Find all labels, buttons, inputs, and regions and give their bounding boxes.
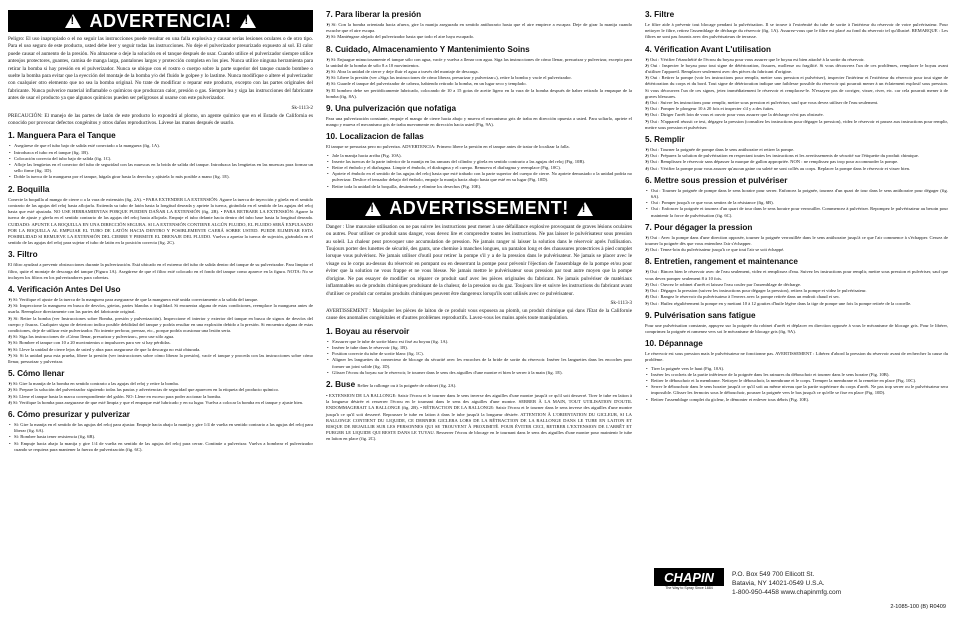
- warning-banner-title: ADVERTENCIA!: [89, 10, 232, 31]
- section-title: 1. Manguera Para el Tanque: [8, 131, 116, 141]
- list-item: • Retirer l'assemblage complet du gicleur, le démonter et enlever tous débris (Fig. 10E).: [645, 397, 948, 403]
- list-item: • 5) Sí: Bombee el tanque con 10 a 20 movimientos o impulsores para ver si hay pérdidas.: [8, 340, 313, 346]
- section-list: [645, 147, 948, 172]
- list-item: • 1) Oui : Avec la pompe dans d'une direction opposée, tourner la poignée verrouillée dans le sens antihoraire jusqu'à ce que l'air commence à s'échapper. Cessez de tourner la poignée dès que vous entendrez l'air s'échapper.: [645, 235, 948, 247]
- list-item: • 6) Sí: Lleve la unidad de cierre lejos de usted y abra para asegurarse de que la descarga no está obturada.: [8, 347, 313, 353]
- section-title: 5. Remplir: [645, 135, 685, 145]
- section-lead: Relier la rallonge ou à la poignée de robinet (fig. 2A).: [357, 382, 457, 388]
- list-item: • 3) Oui : Retirer la pompe (voir les instructions pour remplir, mettre sous pression et pulvériser), inspecter l'intérieur et l'extérieur du réservoir pour tout signe de détérioration du corps et du bord. Tout signe de détérioration indique une faiblesse possible du réservoir qui pourrait mener à un éclatement explosif sous pression. Si vous découvrez l'un de ces signes, jetez immédiatement le réservoir et remplacez-le. N'essayez pas de corriger, visser, river, etc. car cela pourrait mener à de graves blessures.: [645, 75, 948, 100]
- list-item: • 4) Oui : Suivre les instructions pour remplir, mettre sous pression et pulvériser, sauf que vous devez utiliser de l'eau seulement.: [645, 100, 948, 106]
- section-list: [8, 381, 313, 406]
- section-list: [645, 188, 948, 219]
- section-title: 8. Entretien, rangement et maintenance: [645, 257, 798, 267]
- list-item: • Asegúrese de que el tubo bajo de salida esté conectado a la manguera (fig. 1A).: [8, 143, 313, 149]
- list-item: • Glisser l'écrou du boyau sur le réservoir, le tourner dans le sens des aiguilles d'une montre et bien le serrer à la main (fig. 1E).: [326, 370, 632, 376]
- section-title: 10. Localizacion de fallas: [326, 132, 424, 142]
- list-item: • Insérer les crochets de la partie inférieure de la poignée dans les rainures du débouchoir et tourner dans le sens horaire (Fig. 10B).: [645, 372, 948, 378]
- list-item: • Retire toda la unidad de la boquilla, desármela y elimine los desechos (Fig. 10E).: [326, 184, 632, 190]
- list-item: • Retirer le débouchoir et la membrane. Nettoyer le débouchoir, la membrane et le corps. Tremper la membrane et la remettre en place (Fig. 10C).: [645, 378, 948, 384]
- list-item: • 5) Oui : Pomper le plongeur 10 à 20 fois et inspecter s'il y a des fuites.: [645, 106, 948, 112]
- section-text: • EXTENSION DE LA RALLONGE: Saisir l'écrou et le tourner dans le sens inverse des aiguilles d'une montre jusqu'à ce qu'il soit desserré. Tirer le tube en laiton à la longueur désirée et resserrer l'écrou en le tournant dans le sens des aiguilles d'une montre. SERRER À LA MAIN, TOUT UTILISATION D'OUTIL ENDOMMAGERAIT LA RALLONGE (fig. 2B). • RÉTRACTION DE LA RALLONGE: Saisir l'écrou et le tourner dans le sens inverse des aiguilles d'une montre jusqu'à ce qu'il soit desserré. Repousser le tube en laiton à dans le tube jusqu'à la longueur désirée. ATTENTION À L'ORIENTATION DU GICLEUR, SI LA RALLONGE CONTIENT DU LIQUIDE, CE DERNIER GICLERA LORS DE LA RÉTRACTION DE LA RALLONGE DANS LE TUBE EN LAITON ET RISQUE DE REJAILLIR SUR LES PERSONNES QUI SE TROUVENT À PROXIMITÉ. POUR ÉVITER CECI, RETIRER L'EXTENSION DE L'ARRÊT ET PURGER LE LIQUIDE QUI RESTE DANS LE TUYAU. Resserrer l'écrou de blocage en le tournant dans le sens des aiguilles d'une montre pour maintenir le tube en laiton en place (fig. 2C).: [326, 392, 632, 442]
- warning-banner-fr: [326, 198, 632, 220]
- list-item: • 2) Oui : Préparez la solution de pulvérisation en respectant toutes les instructions et les avertissements de sécurité sur l'étiquette du produit chimique.: [645, 153, 948, 159]
- list-item: • 2) Sí: Prepare la solución del pulverizador siguiendo todas las pautas y advertencias de seguridad que aparecen en la etiqueta del producto químico.: [8, 387, 313, 393]
- list-item: • 3) Sí: Llene el tanque hasta la marca correspondiente del galón. NO: Llene en exceso para poder accionar la bomba.: [8, 394, 313, 400]
- list-item: • Oui : Pomper jusqu'à ce que vous sentiez de la résistance (fig. 6B).: [645, 200, 948, 206]
- section-title: 9. Una pulverización que nofatiga: [326, 104, 457, 114]
- list-item: • Afloje las lengüetas en el conector del tubo de seguridad con las muescas en la brida de salida del tanque. Introduzca las lengüetas en las muescas para formar un sello firme (fig. 1D).: [8, 162, 313, 174]
- list-item: • Oui : Enfoncer la poignée et tournez d'un quart de tour dans le sens horaire pour verrouiller. Commencez à pulvériser. Repompez le pulvérisateur au besoin pour maintenir la force de pulvérisation (fig. 6C).: [645, 206, 948, 218]
- section-title: 2. Buse Relier la rallonge ou à la poignée de robinet (fig. 2A).: [326, 379, 457, 389]
- section-list: [645, 57, 948, 131]
- list-item: • Retire el émbolo y el diafragma. Limpie el émbolo, el diafragma y el cuerpo. Remueva el diafragma y reemplace (Fig. 10C).: [326, 165, 632, 171]
- list-item: • 1) Oui : Vérifier l'étanchéité de l'écrou du boyau pour vous assurer que le boyau est bien attaché à la sortie du réservoir.: [645, 57, 948, 63]
- list-item: • 4) Sí: Verifique la bomba para asegurarse de que esté limpia y que el empaque esté lubricado y en su lugar. Vuelva a colocar la bomba en el tanque y ajuste bien.: [8, 400, 313, 406]
- list-item: • 2) Sí: Abra la unidad de cierre y deje fluir el agua a través del montaje de descarga.: [326, 69, 632, 75]
- section-list: [8, 143, 313, 180]
- list-item: • 3) Sí: Retire la bomba (ver Instrucciones sobre Bomba, presión y pulverización). Inspeccione el interior y exterior del tanque en busca de signos de desvíos del cuerpo y fisuras. Cualquier signo de deterioro indica posible debilidad del tanque y podría resultar en una explosión debido a la presión. Si encuentra alguna de estas condiciones, deje de utilizar este pulverizador. No intente perforar, prensar, etc., porque podría ocasionar una lesión seria.: [8, 316, 313, 335]
- address-line: Batavia, NY 14021-0549 U.S.A.: [732, 580, 825, 587]
- warning-triangle-icon: [240, 14, 256, 28]
- list-item: • Introduzca el tubo en el tanque (fig. 1B).: [8, 150, 313, 156]
- list-item: • Sí: Gire la manija en el sentido de las agujas del reloj para ajustar. Empuje hacia abajo la manija y gire 1/4 de vuelta en sentido contrario a las agujas del reloj para liberar (fig. 6A).: [8, 422, 313, 434]
- section-title: 9. Pulvérisation sans fatigue: [645, 310, 756, 320]
- section-list: [326, 153, 632, 190]
- warning-paragraph: Peligro: El uso inapropiado o el no seguir las instrucciones puede resultar en una falla explosiva y causar serias lesiones oculares o de otro tipo. Para el uso seguro de este producto, usted debe leer y seguir todas las instrucciones. No deje el pulverizador presurizado expuesto al sol. El calor puede causar el aumento de la presión. No almacene o deje la solución en el tanque después de usar. Cuando utilice el pulverizador siempre utilice anteojos protectores, guantes, camisa de manga larga, pantalones largos y protección completa en los pies. Nunca utilice ninguna herramienta para retirar la bomba si hay presión en el pulverizador. Nunca se ubique con el rostro o cuerpo sobre la parte superior del tanque cuando bombee o suelte la bomba para evitar que la eyección del montaje de la bomba y/o del fluido le golpee y lo lastime. Nunca modifique o altere el pulverizador con cualquier otro elemento que no sea la bomba original. No trate de modificar o reparar este producto, excepto con las partes originales del fabricante. Nunca pulverice material inflamable o químicos que produzcan calor, presión o gas. Siempre lea y siga las instrucciones del fabricante antes de usar el producto ya que algunos químicos pueden ser peligrosos al usarse con este pulverizador.: [8, 36, 313, 102]
- section-title: 3. Filtro: [8, 250, 38, 260]
- sketch-reference: Sk-1113-2: [291, 104, 313, 111]
- list-item: • 7) Sí: Si la unidad pasa esta prueba, libere la presión (ver instrucciones sobre cómo liberar la presión), vacíe el tanque y proceda con las instrucciones sobre cómo llenar, presurizar y pulverizar.: [8, 353, 313, 365]
- list-item: • 2) Oui : Inspecter le boyau pour tout signe de détérioration, fissures, mollesse ou fragilité. Si vous découvrez l'un de ces problèmes, remplacer le boyau avant d'utiliser l'appareil. Remplacer seulement avec des pièces du fabricant d'origine.: [645, 63, 948, 75]
- address-line: P.O. Box 549 700 Ellicott St.: [732, 571, 815, 578]
- section-text: Le réservoir est sous pression mais le pulvérisateur ne fonctionne pas. AVERTISSEMENT : Libérez d'abord la pression du réservoir avant de rechercher la cause du problème.: [645, 351, 948, 363]
- list-item: • 7) Oui : N'appareil réussit ce test, dégagez la pression (consultez les instructions pour dégager la pression), videz le réservoir et passez aux instructions pour remplir, mettre sous pression et pulvériser.: [645, 119, 948, 131]
- list-item: • 4) Sí: Guarde el tanque del pulverizador de cabeza, habiendo retirado la bomba, en un lugar seco y templado.: [326, 81, 632, 87]
- section-list: [326, 339, 632, 376]
- list-item: • Oui : Tourner la poignée de pompe dans le sens horaire pour serrer. Enfoncez la poignée, tournez d'un quart de tour dans le sens antihoraire pour dégager (fig. 6A).: [645, 188, 948, 200]
- list-item: • 1) Sí: Enjuague minuciosamente el tanque sólo con agua, vacíe y vuelva a llenar con agua. Siga las instrucciones de cómo llenar, presurizar y pulverizar, excepto para la unidad de la bomba de sólo 8 a 10 movimientos.: [326, 57, 632, 69]
- section-text: El filtro ayudará a prevenir obstrucciones durante la pulverización. Está ubicado en el extremo del tubo de salida dentro del tanque de su pulverizador. Para limpiar el filtro, quite el montaje de descarga del tanque (Figura 1A). Asegúrese de que el filtro esté colocado en el fondo del tanque como aparece en la figura. NOTA: No se incluyen los filtros en los pulverizadores para cobertas.: [8, 262, 313, 280]
- section-title: 2. Boquilla: [8, 184, 50, 194]
- list-item: • 4) Oui : Vérifier la pompe pour vous assurer qu'aucun gaine ou saleté ne sont collés au corps. Replacer la pompe dans le réservoir et visser bien.: [645, 166, 948, 172]
- list-item: • 1) Sí: Gire la manija de la bomba en sentido contrario a las agujas del reloj y retire la bomba.: [8, 381, 313, 387]
- section-title: 6. Mettre sous pression et pulvériser: [645, 175, 788, 185]
- section-text: El tanque se presuriza pero no pulveriza. ADVERTENCIA: Primero libere la presión en el tanque antes de tratar de localizar la falla.: [326, 144, 570, 150]
- list-item: • Aligner les languettes du connecteur de blocage du sécurité avec les encoches de la bride de sortie du réservoir. Insérer les languettes dans les encoches pour former un joint solide (fig. 1D).: [326, 357, 632, 369]
- section-text: Pour une pulvérisation constante, appuyez sur la poignée du robinet d'arrêt et déplacer en direction opposée à vous le mécanisme de blocage gris. Pour le libérer, comprimez la poignée et ramenez vers soi le mécanisme de blocage gris (fig. 9A).: [645, 322, 948, 334]
- list-item: • Inserte las tuercas de la parte inferior de la manija en las ranuras del cilindro y gírela en sentido contrario a las agujas del reloj (Fig. 10B).: [326, 159, 632, 165]
- sketch-reference: Sk-1113-3: [610, 299, 632, 306]
- list-item: • Doble la tuerca de la manguera por el tanque, hágala girar hasta la derecha y ajústela lo más posible a mano (fig. 1E).: [8, 174, 313, 180]
- list-item: • 2) Sí: Manténgase alejado del pulverizador hasta que todo el aire haya escapado.: [326, 34, 632, 40]
- section-list: [645, 366, 948, 403]
- list-item: • Jale la manija hacia arriba (Fig. 10A).: [326, 153, 632, 159]
- list-item: • 1) Sí: Con la bomba orientada hacia afuera, gire la manija asegurada en sentido antihorario hasta que el aire empiece a escapar. Deje de girar la manija cuando escuche que el aire escapa.: [326, 22, 632, 34]
- list-item: • 2) Oui : Tenez-loin du pulvérisateur jusqu'à ce que tout l'air se soit échappé.: [645, 247, 948, 253]
- list-item: • 3) Oui : Dégagez la pression (suivez les instructions pour dégager la pression), retirez la pompe et videz le pulvérisateur.: [645, 288, 948, 294]
- list-item: • 2) Oui : Ouvrez le robinet d'arrêt et laissez l'eau couler par l'assemblage de décharge.: [645, 282, 948, 288]
- list-item: • 2) Sí: Inspeccione la manguera en busca de desvíos, grietas, partes blandas o fragilidad. Si encuentra alguna de estas condiciones, reemplace la manguera antes de usarla. Reemplace directamente con las partes del fabricante original.: [8, 303, 313, 315]
- warning-triangle-icon: [577, 202, 593, 216]
- section-title: 10. Dépannage: [645, 339, 703, 349]
- list-item: • 1) Sí: Verifique el ajuste de la tuerca de la manguera para asegurarse de que la manguera esté unida correctamente a la salida del tanque.: [8, 297, 313, 303]
- chapin-logo: [654, 568, 724, 594]
- section-title: 6. Cómo presurizar y pulverizar: [8, 409, 130, 419]
- section-list: [8, 422, 313, 453]
- warning-triangle-icon: [65, 14, 81, 28]
- list-item: • S'assurer que le tube de sortie blanc est fixé au boyau (fig. 1A).: [326, 339, 632, 345]
- list-item: • 1) Oui : Rincez bien le réservoir avec de l'eau seulement, videz et remplissez d'eau. Suivez les instructions pour remplir, mettre sous pression et pulvériser, sauf que vous devez pomper seulement 8 à 10 fois.: [645, 269, 948, 281]
- list-item: • 5) Oui : Huilez régulièrement la pompe en y mettant 10 à 12 gouttes d'huile légère dans la tige de pompe une fois la pompe retirée de la coroelle.: [645, 301, 948, 307]
- section-text: Para una pulverización constante, empuje el mango de cierre hacia abajo y mueva el mecanismo gris de traba en dirección opuesta a usted. Para soltarlo, apriete el mango y mueva el mecanismo gris de traba nuevamente en dirección hacia usted (Fig. 9A).: [326, 116, 632, 128]
- list-item: • 5) El bombeo debe ser periódicamente lubricado, colocando de 10 a 15 gotas de aceite ligero en la vara de la bomba después de haber retirado la empaque de la bomba (fig. 8A).: [326, 88, 632, 100]
- section-title: 8. Cuidado, Almacenamiento Y Mantenimiento Soins: [326, 44, 530, 54]
- section-list: [8, 297, 313, 365]
- section-title: 5. Cómo llenar: [8, 369, 65, 379]
- list-item: • 4) Sí: Siga las instrucciones de «Cómo llenar, presurizar y pulverizar», pero use sólo agua.: [8, 334, 313, 340]
- section-text: Le filtre aide à prévenir tout blocage pendant la pulvérisation. Il se trouve à l'extrémité du tube de sortie à l'intérieur du réservoir de votre pulvérisateur. Pour nettoyer le filtre, retirez l'assemblage de décharge du réservoir (fig. 1A). Assurez-vous que le filtre est placé au fond du réservoir tel qu'illustré. REMARQUE : Les filtres ne sont pas fournis avec des pulvérisateurs de terrasse.: [645, 22, 948, 40]
- section-list: [326, 57, 632, 100]
- warning-triangle-icon: [365, 202, 381, 216]
- contact-line: 1-800-950-4458 www.chapinmfg.com: [732, 589, 842, 596]
- list-item: • 3) Oui : Remplissez le réservoir sans dépasser la marque de gallon appropriée. NON : ne remplissez pas trop pour accommoder la pompe.: [645, 159, 948, 165]
- section-list: [645, 235, 948, 254]
- lead-caution: PRECAUCIÓN: El manejo de las partes de latón de este producto lo expondrá al plomo, un agente químico que en el Estado de California es conocido por provocar defectos congénitos y otros daños reproductivos. Lávese las manos después de usarlo.: [8, 112, 313, 127]
- logo-tagline: The Way to Spray Since 1884: [665, 586, 713, 590]
- section-title: 4. Vérification Avant L'utilisation: [645, 44, 771, 54]
- section-list: [326, 22, 632, 41]
- section-list: [645, 269, 948, 306]
- logo-wordmark: CHAPIN: [654, 568, 724, 586]
- list-item: • Position correcte du tube de sortie blanc (fig. 1C).: [326, 351, 632, 357]
- list-item: • 4) Oui : Rangez le réservoir du pulvérisateur à l'envers avec la pompe retirée dans un endroit chaud et sec.: [645, 294, 948, 300]
- company-address: [732, 570, 841, 597]
- list-item: • Tirer la poignée vers le haut (Fig. 10A).: [645, 366, 948, 372]
- section-title: 7. Pour dégager la pression: [645, 222, 753, 232]
- section-title: 7. Para liberar la presión: [326, 10, 422, 19]
- warning-banner-title: ADVERTISSEMENT!: [389, 198, 569, 219]
- warning-paragraph: Danger : Une mauvaise utilisation ou ne pas suivre les instructions peut mener à une défaillance explosive provoquant de graves lésions oculaires ou autres. Pour utiliser ce produit sans danger, vous devez lire et comprendre toutes les instructions. Ne pas laisser le pulvérisateur sous pression au soleil. La chaleur peut provoquer une accumulation de pression. Ne jamais ranger ni laisser la solution dans le réservoir après l'utilisation. Toujours porter des lunettes de sécurité, des gants, une chemise à manches longues, un pantalon long et des chaussures protectrices à pied complet lorsque vous pulvérisez. Ne jamais utiliser d'outil pour retirer la pompe s'il y a de la pression dans le pulvérisateur. Ne jamais se placer avec le visage ou le corps au-dessus du réservoir en pompant ou en desserrant la pompe pour prévenir l'éjection de l'assemblage de la pompe et/ou pour éviter que la solution ne vous frappe et ne vous blesse. Ne jamais mettre le pulvérisateur sous pression par tout autre moyen que la pompe d'origine. Ne pas essayer de modifier ou réparer ce produit sauf avec les pièces originales du fabricant. Ne jamais pulvériser de matériaux inflammables ou de produits chimiques produisant de la chaleur, de la pression ou du gaz. Toujours lire et suivre les instructions du fabricant avant d'utiliser ce produit car certains produits chimiques peuvent être dangereux lorsqu'ils sont utilisés avec ce pulvérisateur.: [326, 223, 632, 297]
- list-item: • 3) Sí: Libere la presión (ver «Siga las instrucciones de cómo liberar, presurizar y pulverizar»), retire la bomba y vacíe el pulverizador.: [326, 75, 632, 81]
- middle-column: [326, 10, 632, 445]
- list-item: • 6) Oui : Diriger l'arrêt loin de vous et ouvrir pour vous assurer que la décharge n'est pas obstruée.: [645, 112, 948, 118]
- document-number: 2-1085-100 (B) R0409: [890, 604, 946, 610]
- list-item: • Serrer le débouchoir dans le sens horaire jusqu'à ce qu'il soit au même niveau que la partie supérieure du corps d'arrêt. Ne pas trop serrer ou le pulvérisateur sera impossible. Glisser les fermoirs sous le débouchoir, pousser la poignée vers le bas jusqu'à ce qu'elle se fixe en place (Fig. 10D).: [645, 384, 948, 396]
- section-title: 3. Filtre: [645, 10, 675, 19]
- warning-banner-es: [8, 10, 313, 32]
- list-item: • 1) Oui : Tourner la poignée de pompe dans le sens antihoraire et retirer la pompe.: [645, 147, 948, 153]
- section-text: Conecte la boquilla al mango de cierre o a la vara de extensión (fig. 2A). • PARA EXTENDER LA EXTENSIÓN: Agarre la tuerca de inyección y gírela en el sentido contrario de las agujas del reloj hasta aflojarla. Extienda su tubo de latón hasta la longitud deseada y apriete la tuerca, girándola en el sentido de las agujas del reloj hasta que esté ajustada. NO USE HERRAMIENTAS PORQUE PUEDEN DAÑAR LA EXTENSIÓN (fig. 2B). • PARA RETRAER LA EXTENSIÓN: Agarre la tuerca de ajuste y gírela en el sentido contrario de las agujas del reloj hasta aflojarla. Empuje el tubo delante hacia dentro del tubo base hasta la longitud deseada. CUIDADO: APUNTE LA BOQUILLA EN UNA DIRECCIÓN SEGURA. SI LA EXTENSIÓN CONTIENE ALGÚN FLUIDO, EL FLUIDO SERÁ EXPULSADO POR LA BOQUILLA AL EMPUJAR EL TUBO DE LATÓN HACIA DENTRO Y POSIBLEMENTE CAERÁ SOBRE USTED. PUEDE ELIMINAR ESTA POSIBILIDAD SI REMUEVE LA EXTENSIÓN DEL CIERRE Y PERMITE EL DRENAJE DEL FLUIDO. Vuelva a apretar la tuerca de sujeción, girándola en el sentido de las agujas del reloj para sujetar el tubo de latón en la posición correcta (fig. 2C).: [8, 196, 313, 246]
- list-item: • Insérer le tube dans le réservoir (fig. 1B).: [326, 345, 632, 351]
- section-title: 1. Boyau au réservoir: [326, 326, 410, 336]
- french-column-right: [645, 10, 948, 403]
- list-item: • Colocación correcta del tubo bajo de salida (fig. 1C).: [8, 156, 313, 162]
- section-title: 4. Verificación Antes Del Uso: [8, 284, 121, 294]
- spanish-column-left: [8, 10, 313, 453]
- list-item: • Sí: Empuje hacia abajo la manija y gire 1/4 de vuelta en sentido de las agujas del reloj para cerrar. Continúe a pulverizar. Vuelva a bombear el pulverizador cuando se requiera para mantener la fuerza de pulverización (fig. 6C).: [8, 441, 313, 453]
- lead-caution: AVERTISSEMENT : Manipuler les pièces de laiton de ce produit vous exposera au plomb, un produit chimique qui dans l'Etat de la Californie cause des anomalies congénitales et d'autres problèmes reproductifs. Lavez-vous les mains après toute manipulation.: [326, 307, 632, 322]
- list-item: • Apriete el émbolo en el sentido de las agujas del reloj hasta que esté trabado con la parte superior del cuerpo de cierre. No apriete demasiado o la unidad podría no pulverizar. Deslice el tensador debajo del émbolo, empuje la manija hacia abajo hasta que esté en su lugar (Fig. 10D).: [326, 171, 632, 183]
- list-item: • Sí: Bombee hasta tener resistencia (fig. 6B).: [8, 434, 313, 440]
